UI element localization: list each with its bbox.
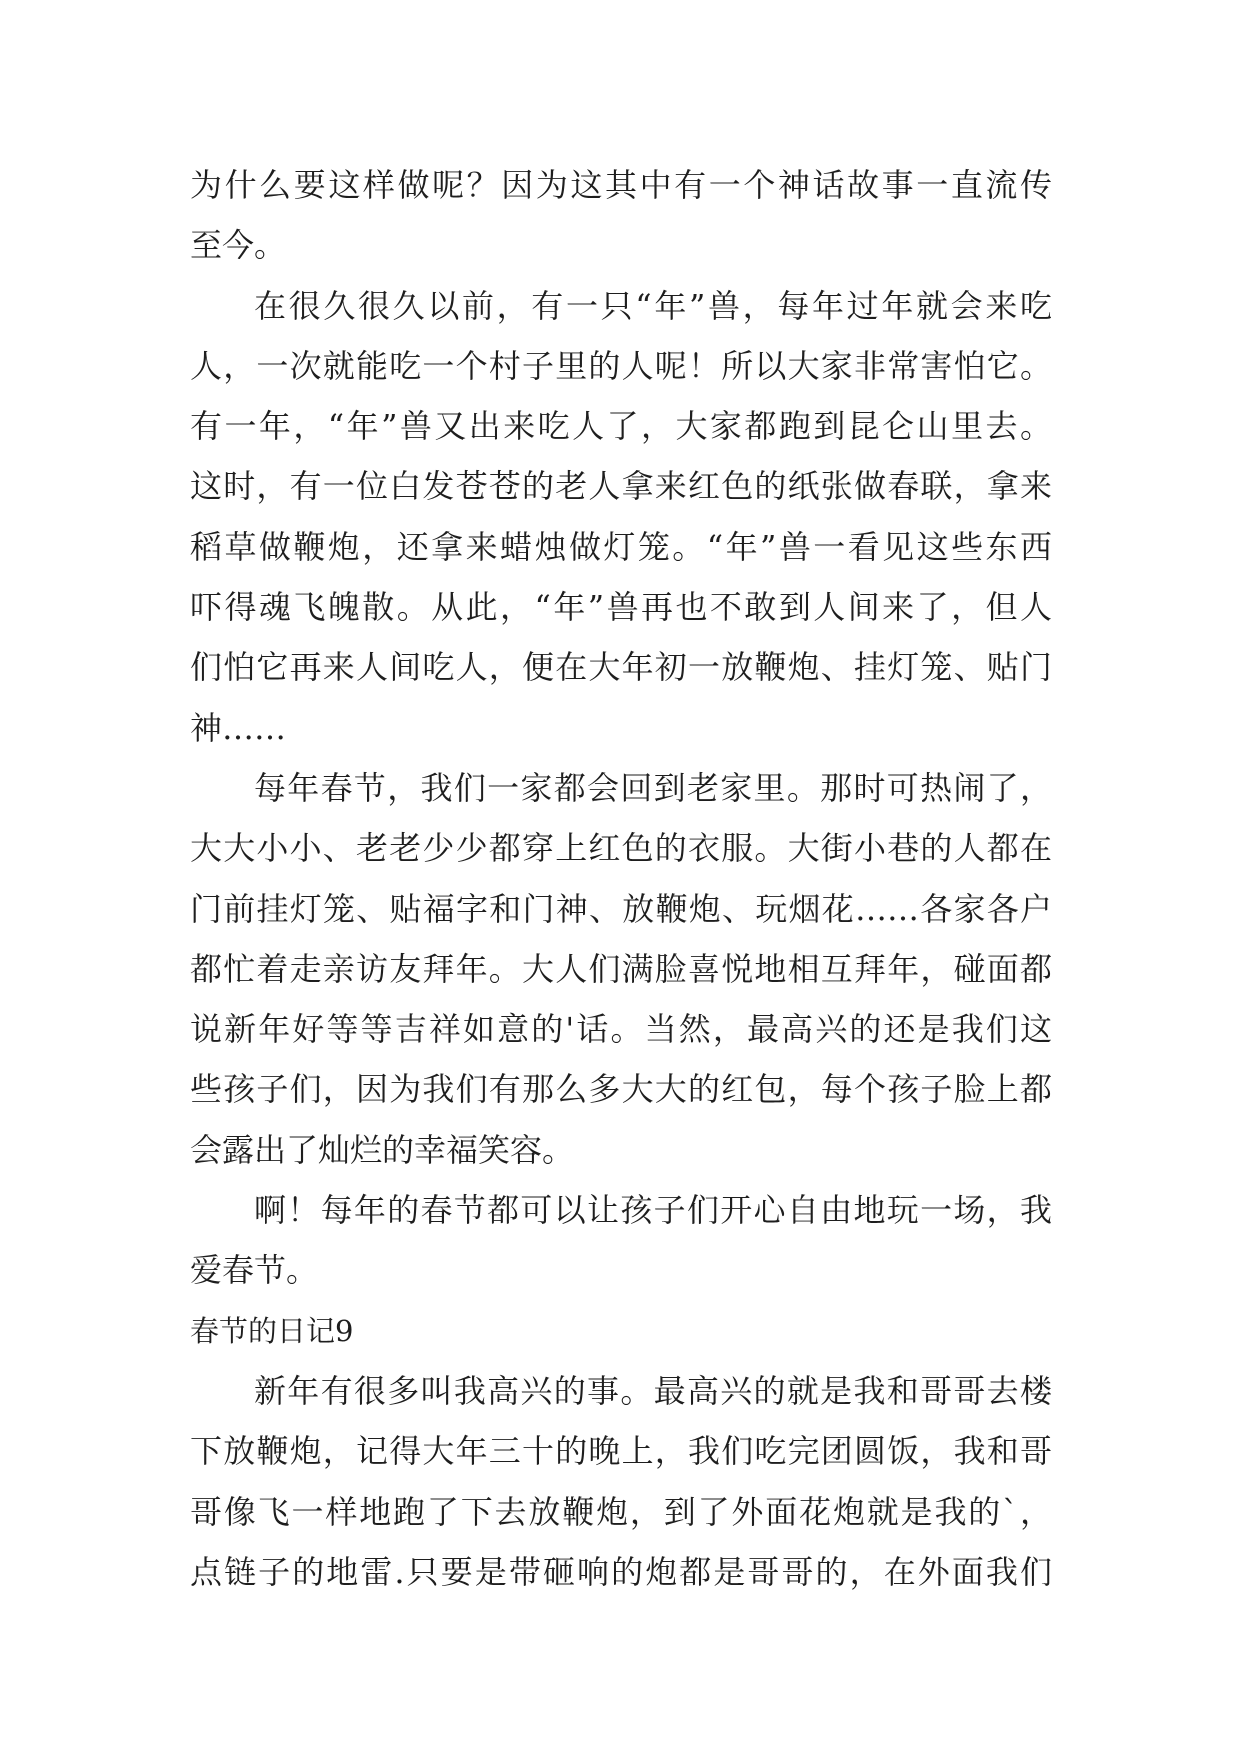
paragraph — [190, 155, 1052, 276]
text-line: 哥像飞一样地跑了下去放鞭炮，到了外面花炮就是我的`， — [190, 1492, 1052, 1531]
text-line: 新年有很多叫我高兴的事。最高兴的就是我和哥哥去楼 — [254, 1371, 1052, 1410]
paragraph — [190, 758, 1052, 1180]
text-line: 下放鞭炮，记得大年三十的晚上，我们吃完团圆饭，我和哥 — [190, 1432, 1052, 1471]
text-line: 大大小小、老老少少都穿上红色的衣服。大街小巷的人都在 — [190, 829, 1052, 868]
text-line: 都忙着走亲访友拜年。大人们满脸喜悦地相互拜年，碰面都 — [190, 949, 1052, 988]
text-line: 些孩子们，因为我们有那么多大大的红包，每个孩子脸上都 — [190, 1070, 1052, 1109]
text-line: 们怕它再来人间吃人，便在大年初一放鞭炮、挂灯笼、贴门 — [190, 648, 1052, 687]
text-line: 门前挂灯笼、贴福字和门神、放鞭炮、玩烟花……各家各户 — [190, 889, 1052, 928]
section-heading: 春节的日记9 — [190, 1313, 354, 1348]
text-line: 啊！每年的春节都可以让孩子们开心自由地玩一场，我 — [254, 1191, 1052, 1230]
text-line: 爱春节。 — [190, 1251, 319, 1290]
text-line: 点链子的地雷.只要是带砸响的炮都是哥哥的，在外面我们 — [190, 1552, 1052, 1591]
text-line: 每年春节，我们一家都会回到老家里。那时可热闹了， — [254, 768, 1052, 807]
text-line: 至今。 — [190, 226, 287, 265]
text-line: 神…… — [190, 708, 287, 747]
text-line: 为什么要这样做呢？因为这其中有一个神话故事一直流传 — [190, 166, 1052, 204]
text-line: 在很久很久以前，有一只“年”兽，每年过年就会来吃 — [254, 286, 1052, 325]
text-line: 有一年，“年”兽又出来吃人了，大家都跑到昆仑山里去。 — [190, 407, 1052, 446]
document-body — [190, 155, 1052, 1602]
paragraph — [190, 1361, 1052, 1602]
text-line: 人，一次就能吃一个村子里的人呢！所以大家非常害怕它。 — [190, 346, 1052, 385]
text-line: 稻草做鞭炮，还拿来蜡烛做灯笼。“年”兽一看见这些东西 — [190, 527, 1052, 566]
text-line: 说新年好等等吉祥如意的'话。当然，最高兴的还是我们这 — [190, 1010, 1052, 1049]
text-line: 这时，有一位白发苍苍的老人拿来红色的纸张做春联，拿来 — [190, 467, 1052, 506]
paragraph — [190, 276, 1052, 758]
paragraph — [190, 1180, 1052, 1301]
text-line: 会露出了灿烂的幸福笑容。 — [190, 1130, 575, 1169]
text-line: 吓得魂飞魄散。从此，“年”兽再也不敢到人间来了，但人 — [190, 588, 1052, 627]
